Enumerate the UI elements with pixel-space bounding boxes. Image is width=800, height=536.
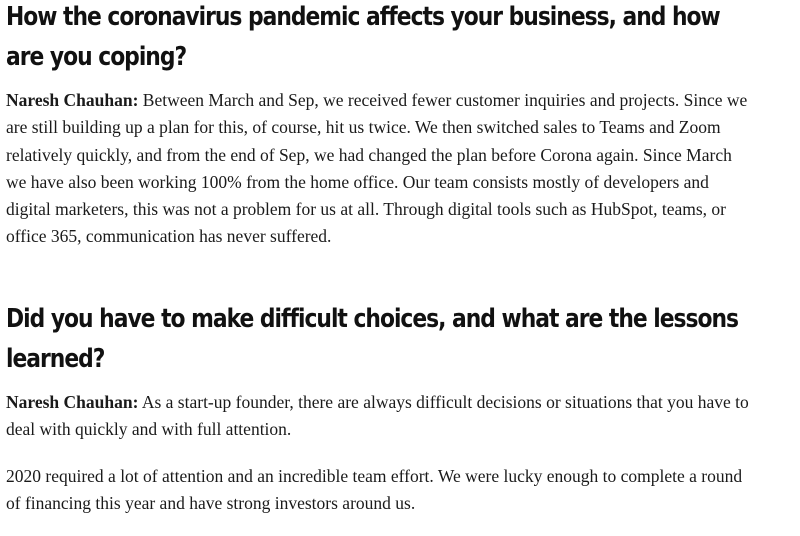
question-heading [6, 0, 762, 77]
speaker-name: Naresh Chauhan: [6, 90, 139, 110]
question-heading-text: How the coronavirus pandemic affects your business, and how are you coping? [6, 2, 720, 72]
answer-paragraph [6, 389, 751, 444]
question-heading-text: Did you have to make difficult choices, and what are the lessons learned? [6, 304, 739, 374]
speaker-name: Naresh Chauhan: [6, 392, 139, 412]
question-heading [6, 299, 762, 379]
answer-text: As a start-up founder, there are always difficult decisions or situations that you have to deal with quickly and with full attention. [6, 392, 749, 440]
answer-paragraph [6, 87, 751, 251]
answer-text: Between March and Sep, we received fewer customer inquiries and projects. Since we are still building up a plan for this, of course, hit us twice. We then switched sales to Teams and Zoom relatively quickly, and from the end of Sep, we had changed the plan before Corona again. Since March we have also been working 100% from the home office. Our team consists mostly of developers and digital marketers, this was not a problem for us at all. Through digital tools such as HubSpot, teams, or office 365, communication has never suffered. [6, 90, 748, 247]
answer-text: 2020 required a lot of attention and an incredible team effort. We were lucky enough to complete a round of financing this year and have strong investors around us. [6, 466, 743, 514]
answer-paragraph [6, 463, 751, 518]
